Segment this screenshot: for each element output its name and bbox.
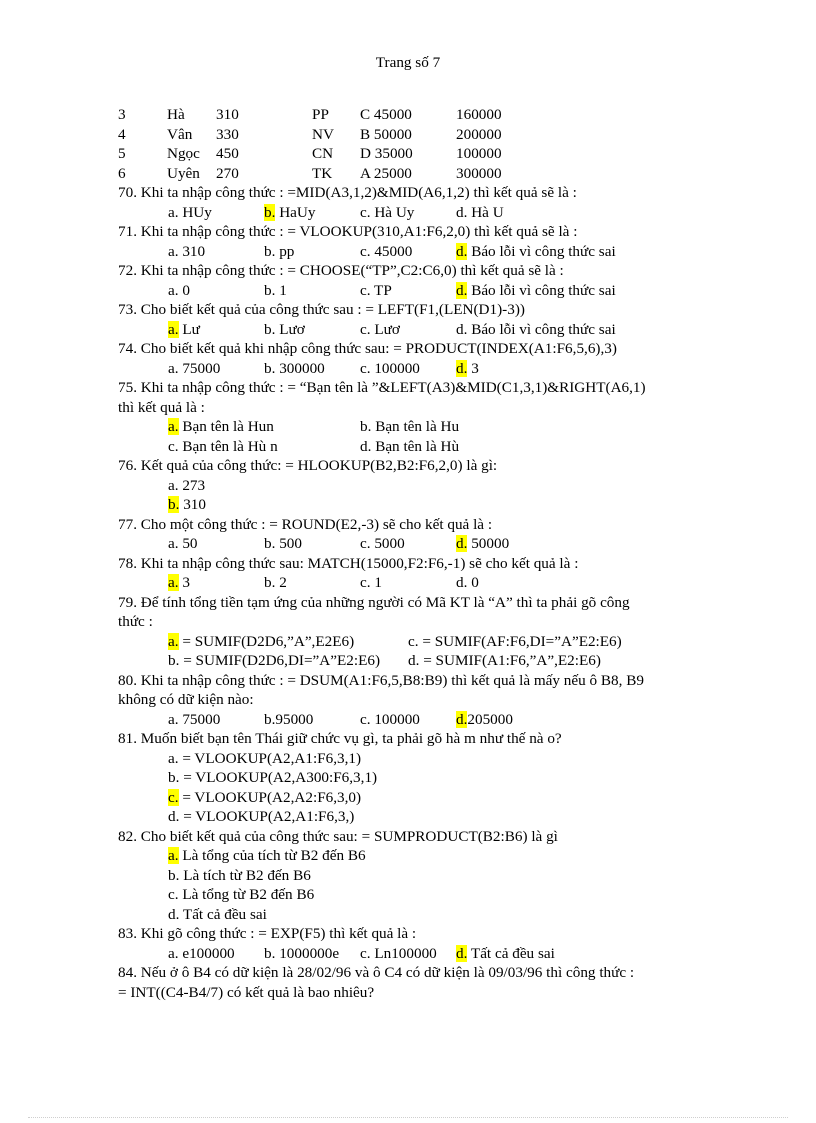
question-71: 71. Khi ta nhập công thức : = VLOOKUP(310,A1:F6,2,0) thì kết quả sẽ là : [118, 223, 578, 240]
answer-option-correct: a. = SUMIF(D2D6,”A”,E2E6) [168, 632, 355, 650]
question-75-cont: thì kết quả là : [118, 398, 205, 416]
question-80-cont: không có dữ kiện nào: [118, 691, 254, 708]
answers-76-a [118, 476, 698, 496]
answer-option: a. 273 [168, 476, 206, 494]
page-bottom-border [28, 1117, 788, 1118]
question-73: 73. Cho biết kết quả của công thức sau : = LEFT(F1,(LEN(D1)-3)) [118, 301, 525, 318]
answer-option-correct: a. Bạn tên là Hun [168, 418, 274, 435]
answers-73 [118, 320, 698, 340]
table-row: 5 Ngọc 450 CN D 35000 100000 [118, 145, 502, 162]
answer-option: c. Lươ [360, 320, 400, 338]
question-78: 78. Khi ta nhập công thức sau: MATCH(15000,F2:F6,-1) sẽ cho kết quả là : [118, 554, 579, 572]
question-82: 82. Cho biết kết quả của công thức sau: = SUMPRODUCT(B2:B6) là gì [118, 827, 558, 845]
answers-70 [118, 203, 698, 223]
answer-option: b. 2 [264, 574, 287, 591]
answer-option: c. 100000 [360, 359, 420, 377]
answer-option: a. 50 [168, 535, 198, 552]
answer-option-correct: a. 3 [168, 574, 190, 591]
question-76: 76. Kết quả của công thức: = HLOOKUP(B2,B2:F6,2,0) là gì: [118, 457, 498, 474]
answer-option: d. Hà U [456, 203, 504, 221]
answers-79-ac [118, 632, 698, 652]
answer-option: b. 1000000e [264, 944, 340, 962]
answers-81-a [118, 749, 698, 769]
answer-option: b. = SUMIF(D2D6,DI=”A”E2:E6) [168, 652, 381, 669]
answer-option: a. 310 [168, 242, 206, 260]
answer-option: b.95000 [264, 710, 314, 728]
answer-option: a. = VLOOKUP(A2,A1:F6,3,1) [168, 749, 362, 767]
question-81: 81. Muốn biết bạn tên Thái giữ chức vụ gì, ta phải gõ hà m như thế nà o? [118, 730, 562, 747]
question-72: 72. Khi ta nhập công thức : = CHOOSE(“TP”,C2:C6,0) thì kết quả sẽ là : [118, 262, 564, 279]
answers-78 [118, 573, 698, 593]
question-84-cont: = INT((C4-B4/7) có kết quả là bao nhiêu? [118, 983, 375, 1001]
answer-option: b. 500 [264, 535, 302, 552]
question-83: 83. Khi gõ công thức : = EXP(F5) thì kết quả là : [118, 925, 417, 942]
answers-82-b [118, 866, 698, 886]
answer-option: c. 5000 [360, 535, 405, 552]
answers-74 [118, 359, 698, 379]
question-70: 70. Khi ta nhập công thức : =MID(A3,1,2)&MID(A6,1,2) thì kết quả sẽ là : [118, 184, 577, 201]
answers-71 [118, 242, 698, 262]
answers-82-a [118, 846, 698, 866]
answer-option-correct: b. HaUy [264, 203, 316, 221]
answer-option: b. pp [264, 242, 295, 260]
page-header [0, 54, 816, 72]
answer-option: c. 100000 [360, 710, 420, 728]
answer-option: d. 0 [456, 574, 479, 591]
answer-option: a. 75000 [168, 359, 221, 377]
answer-option: a. HUy [168, 203, 212, 221]
answer-option: d. Báo lỗi vì công thức sai [456, 320, 616, 338]
answers-79-bd [118, 651, 698, 671]
answers-80 [118, 710, 698, 730]
page-title: Trang số 7 [375, 54, 441, 71]
answer-option: d. = SUMIF(A1:F6,”A”,E2:E6) [408, 652, 601, 669]
answers-72 [118, 281, 698, 301]
answer-option: c. TP [360, 281, 392, 299]
answer-option: c. 45000 [360, 242, 413, 260]
answer-option: c. Bạn tên là Hù n [168, 437, 278, 455]
answer-option: c. Ln100000 [360, 944, 437, 962]
answer-option: c. = SUMIF(AF:F6,DI=”A”E2:E6) [408, 632, 622, 650]
document-body [118, 105, 698, 1002]
answers-82-c [118, 885, 698, 905]
question-75: 75. Khi ta nhập công thức : = “Bạn tên là ”&LEFT(A3)&MID(C1,3,1)&RIGHT(A6,1) [118, 379, 646, 396]
question-77: 77. Cho một công thức : = ROUND(E2,-3) sẽ cho kết quả là : [118, 515, 493, 533]
answer-option: b. 1 [264, 281, 287, 299]
answer-option: c. Hà Uy [360, 203, 415, 221]
answer-option-correct: b. 310 [168, 496, 206, 513]
answer-option: c. Là tổng từ B2 đến B6 [168, 886, 315, 903]
answers-81-b [118, 768, 698, 788]
answer-option-correct: d. 50000 [456, 535, 510, 552]
answer-option: d. Tất cả đều sai [168, 905, 267, 923]
answers-82-d [118, 905, 698, 925]
answers-81-d [118, 807, 698, 827]
table-row: 6 Uyên 270 TK A 25000 300000 [118, 164, 502, 182]
answer-option: a. 0 [168, 281, 190, 299]
answer-option: c. 1 [360, 574, 382, 591]
answers-83 [118, 944, 698, 964]
answer-option: a. 75000 [168, 710, 221, 728]
answer-option: b. Bạn tên là Hu [360, 418, 460, 435]
answer-option-correct: a. Lư [168, 320, 200, 338]
answer-option: b. = VLOOKUP(A2,A300:F6,3,1) [168, 769, 378, 786]
answers-76-b [118, 495, 698, 515]
answer-option-correct: a. Là tổng của tích từ B2 đến B6 [168, 847, 366, 864]
answer-option-correct: d. Báo lỗi vì công thức sai [456, 281, 616, 299]
question-74: 74. Cho biết kết quả khi nhập công thức sau: = PRODUCT(INDEX(A1:F6,5,6),3) [118, 340, 617, 357]
answer-option: b. Lươ [264, 320, 305, 338]
answer-option-correct: d. 3 [456, 359, 479, 377]
answer-option: b. 300000 [264, 359, 325, 377]
answers-75-cd [118, 437, 698, 457]
answers-77 [118, 534, 698, 554]
answer-option: b. Là tích từ B2 đến B6 [168, 866, 311, 884]
question-79-cont: thức : [118, 613, 153, 630]
answer-option-correct: d. Tất cả đều sai [456, 944, 555, 962]
table-row: 4 Vân 330 NV B 50000 200000 [118, 125, 502, 143]
answer-option: a. e100000 [168, 944, 235, 962]
answer-option: d. = VLOOKUP(A2,A1:F6,3,) [168, 808, 355, 825]
answer-option-correct: c. = VLOOKUP(A2,A2:F6,3,0) [168, 788, 362, 806]
answers-81-c [118, 788, 698, 808]
question-84: 84. Nếu ở ô B4 có dữ kiện là 28/02/96 và ô C4 có dữ kiện là 09/03/96 thì công thức : [118, 964, 635, 981]
question-80: 80. Khi ta nhập công thức : = DSUM(A1:F6,5,B8:B9) thì kết quả là mấy nếu ô B8, B9 [118, 671, 644, 689]
table-row: 3 Hà 310 PP C 45000 160000 [118, 106, 502, 123]
question-79: 79. Để tính tổng tiền tạm ứng của những người có Mã KT là “A” thì ta phải gõ công [118, 593, 630, 611]
answer-option: d. Bạn tên là Hù [360, 437, 460, 455]
answers-75-ab [118, 417, 698, 437]
answer-option-correct: d.205000 [456, 710, 513, 728]
answer-option-correct: d. Báo lỗi vì công thức sai [456, 242, 616, 260]
